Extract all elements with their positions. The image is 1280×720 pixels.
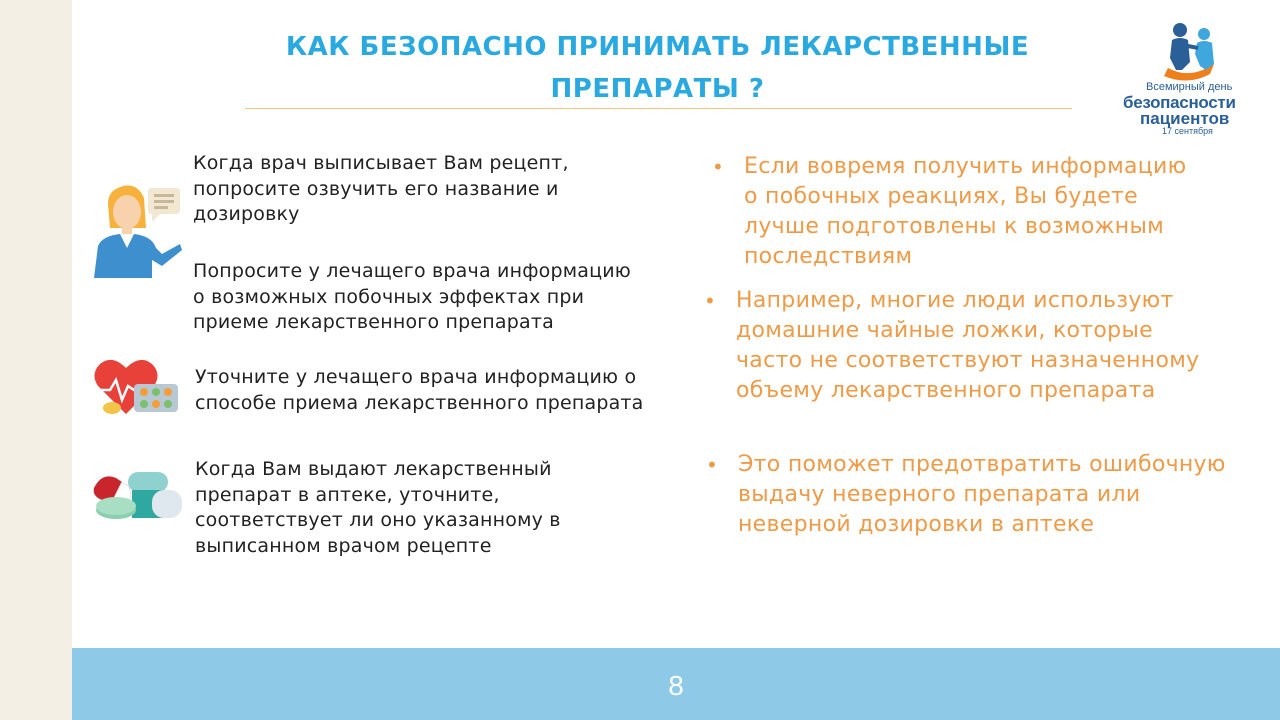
logo-text-line-1: Всемирный день [1146,81,1233,93]
right-bullet-2-line-2: домашние чайные ложки, которые [736,318,1153,343]
logo-text-line-3: пациентов [1140,109,1230,128]
left-item-4-line-2: препарат в аптеке, уточните, [195,483,500,506]
right-bullet-2-line-1: Например, многие люди используют [736,288,1174,313]
patient-safety-logo [1118,18,1268,143]
left-item-1-line-1: Когда врач выписывает Вам рецепт, [193,152,569,174]
right-bullet-1-line-2: о побочных реакциях, Вы будете [744,184,1139,209]
right-bullet-3-line-1: Это поможет предотвратить ошибочную [738,452,1226,477]
left-item-3-line-1: Уточните у лечащего врача информацию о [195,366,637,388]
right-bullet-3-text [738,450,1226,540]
right-bullet-3-line-2: выдачу неверного препарата или [738,482,1141,507]
right-bullet-2-line-4: объему лекарственного препарата [736,378,1156,403]
title-line-1: КАК БЕЗОПАСНО ПРИНИМАТЬ ЛЕКАРСТВЕННЫЕ [285,32,1030,62]
pills-icon [92,466,186,524]
doctor-speaking-icon [90,182,186,280]
left-item-2 [193,259,631,336]
left-item-4-line-4: выписанном врачом рецепте [195,534,492,557]
heart-pills-icon [94,356,180,418]
left-item-1 [193,151,569,228]
bullet-dot: • [712,155,725,179]
logo-text-line-4: 17 сентября [1162,126,1213,136]
right-bullet-1-line-3: лучше подготовлены к возможным [744,214,1165,239]
right-bullet-2-line-3: часто не соответствуют назначенному [736,348,1200,373]
left-item-1-line-3: дозировку [193,203,300,225]
left-item-1-line-2: попросите озвучить его название и [193,177,559,200]
right-bullet-3-line-3: неверной дозировки в аптеке [738,512,1095,537]
page-number: 8 [668,670,684,701]
footer-bar [72,648,1280,720]
left-item-4-line-1: Когда Вам выдают лекарственный [195,458,552,480]
patient-safety-logo-icon [1118,18,1268,82]
left-item-2-line-3: приеме лекарственного препарата [193,311,554,333]
right-bullet-1-line-4: последствиям [744,244,913,269]
right-bullet-1-line-1: Если вовремя получить информацию [744,154,1187,179]
left-item-3 [195,365,644,416]
right-bullet-2-text [736,286,1199,406]
left-item-4-line-3: соответствует ли оно указанному в [195,509,561,531]
bullet-dot: • [706,453,719,477]
title-line-2: ПРЕПАРАТЫ ? [550,74,765,104]
left-decorative-strip [0,0,72,720]
left-item-4 [195,457,561,559]
page-title [245,26,1070,110]
logo-text-line-2: безопасности [1123,93,1236,112]
left-item-3-line-2: способе приема лекарственного препарата [195,391,644,414]
right-bullet-1-text [744,152,1186,272]
left-item-2-line-1: Попросите у лечащего врача информацию [193,260,631,282]
left-item-2-line-2: о возможных побочных эффектах при [193,285,585,308]
bullet-dot: • [704,289,717,313]
title-divider [245,108,1072,109]
